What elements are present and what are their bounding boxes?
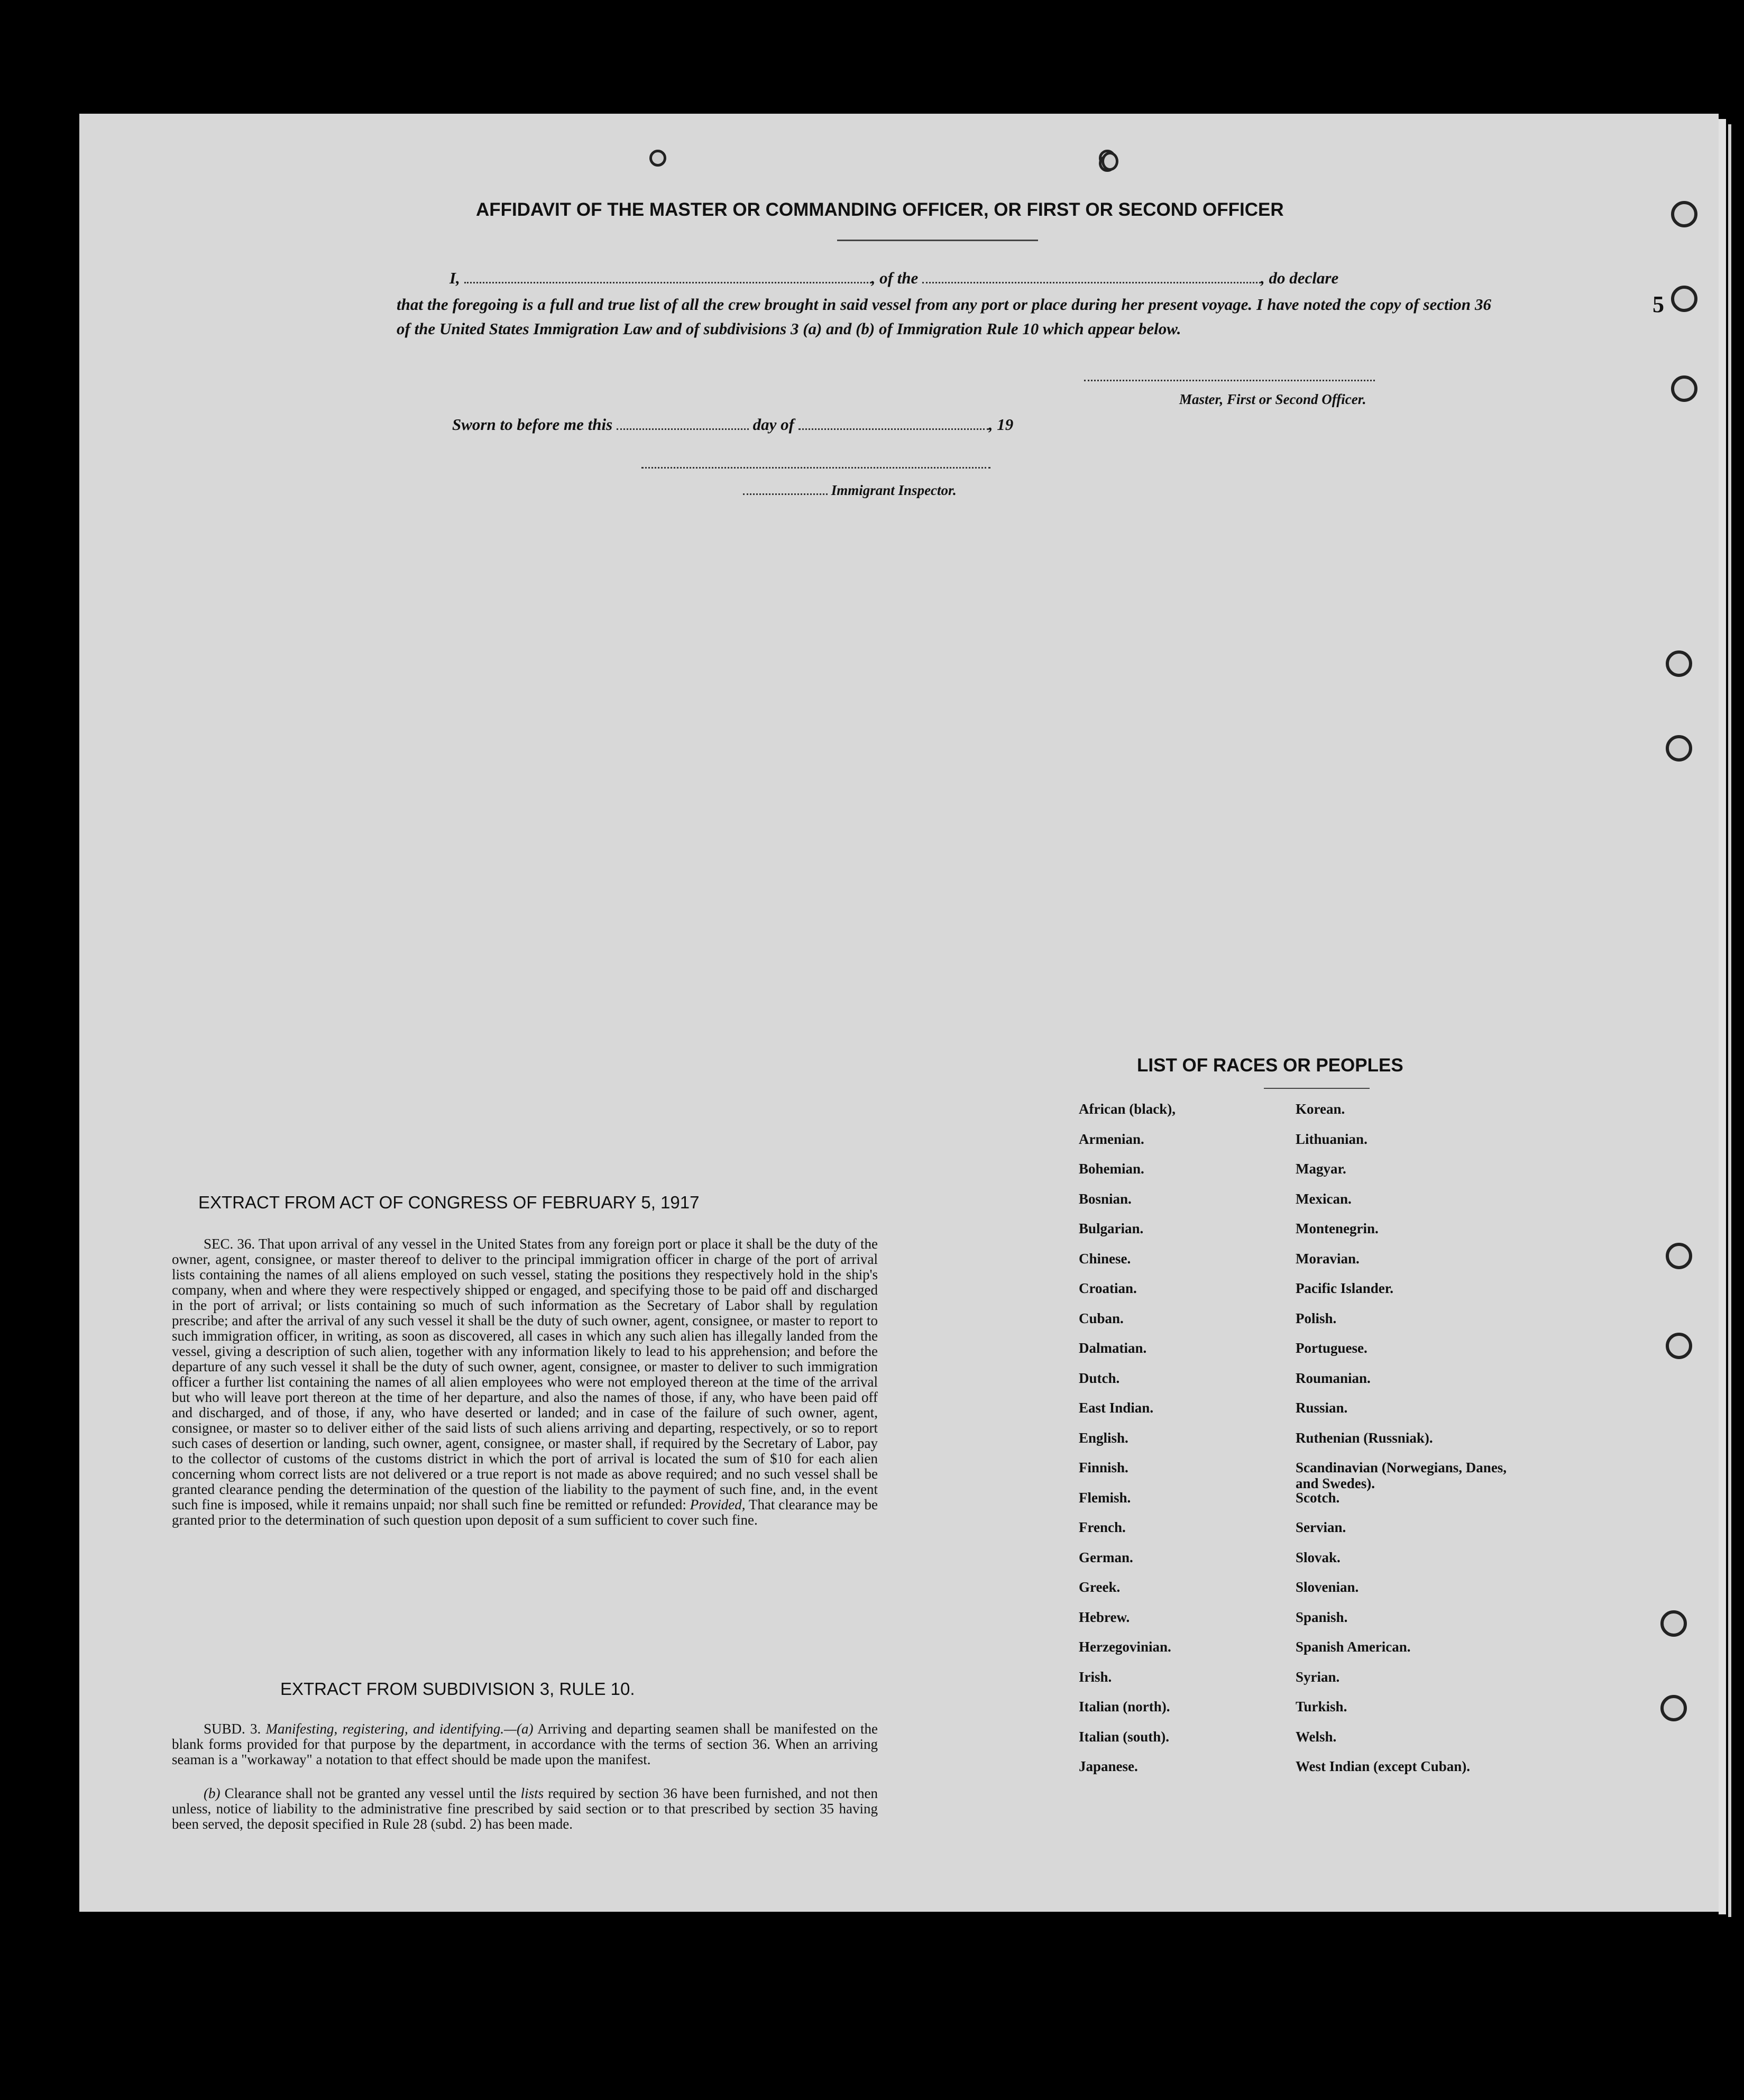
race-item: Dutch. (1079, 1370, 1120, 1386)
sworn-label: Sworn to before me this (452, 415, 613, 434)
document-page (79, 114, 1719, 1912)
b-text-1: Clearance shall not be granted any vessel until the (224, 1785, 517, 1801)
race-item: West Indian (except Cuban). (1296, 1758, 1471, 1774)
section-label: SEC. 36. (204, 1236, 255, 1252)
master-signature-label: Master, First or Second Officer. (1179, 391, 1366, 407)
affidavit-body: that the foregoing is a full and true list of all the crew brought in said vessel from any port or place during her present voyage. I have noted the copy of section 36 of the United States Immigration Law and of subdivisions 3 (a) and (b) of Immigration Rule 10 which appear below. (397, 295, 1491, 338)
binder-hole (1666, 1333, 1692, 1359)
race-item: Spanish. (1296, 1609, 1348, 1625)
races-divider (1264, 1088, 1370, 1089)
race-item: German. (1079, 1549, 1133, 1565)
race-item: Moravian. (1296, 1250, 1360, 1267)
b-lists: lists (520, 1785, 544, 1801)
sworn-month-blank (798, 428, 989, 430)
race-item: Polish. (1296, 1310, 1337, 1326)
master-signature-blank (1084, 380, 1375, 381)
race-item: French. (1079, 1519, 1126, 1535)
race-item: Finnish. (1079, 1460, 1128, 1475)
binder-hole (1666, 1243, 1692, 1269)
inspector-blank (743, 493, 828, 495)
race-item: English. (1079, 1429, 1128, 1446)
race-item: Croatian. (1079, 1280, 1137, 1296)
race-item: Hebrew. (1079, 1609, 1130, 1625)
binder-hole (1660, 1610, 1687, 1637)
do-declare-label: , do declare (1261, 269, 1339, 287)
race-item: Bosnian. (1079, 1190, 1132, 1207)
race-item: Greek. (1079, 1579, 1121, 1595)
rule-extract-b (172, 1786, 878, 1832)
race-item: Scotch. (1296, 1489, 1340, 1506)
inspector-label-text: Immigrant Inspector. (831, 482, 957, 498)
race-item: Armenian. (1079, 1131, 1144, 1147)
page-edge (1728, 124, 1731, 1917)
race-item: Slovak. (1296, 1549, 1341, 1565)
race-item: Montenegrin. (1296, 1221, 1379, 1236)
race-item: Pacific Islander. (1296, 1280, 1393, 1296)
race-item: Turkish. (1296, 1699, 1347, 1714)
race-item: Korean. (1296, 1101, 1345, 1117)
section-text-end: That clearance may be granted prior to the determination of such question upon deposit of a sum sufficient to cover such fine. (172, 1497, 878, 1528)
binder-hole (1671, 375, 1697, 402)
of-the-label: , of the (871, 269, 919, 287)
race-item: Welsh. (1296, 1728, 1337, 1745)
race-item: Cuban. (1079, 1310, 1124, 1326)
race-item: Syrian. (1296, 1668, 1340, 1685)
binder-hole (1102, 152, 1118, 171)
vessel-blank (922, 282, 1261, 283)
race-item: Ruthenian (Russniak). (1296, 1429, 1433, 1446)
race-item: Spanish American. (1296, 1639, 1411, 1655)
race-item: Scandinavian (Norwegians, Danes, and Swedes). (1296, 1460, 1507, 1491)
race-item: Italian (south). (1079, 1728, 1170, 1745)
a-label: (a) (516, 1721, 534, 1737)
year-label: , 19 (988, 415, 1014, 434)
race-item: Lithuanian. (1296, 1131, 1367, 1147)
name-blank (464, 282, 871, 283)
inspector-signature-blank (641, 467, 990, 469)
day-of-label: day of (752, 415, 794, 434)
race-item: Flemish. (1079, 1489, 1131, 1506)
race-item: Servian. (1296, 1519, 1346, 1535)
page-edge (1719, 119, 1726, 1914)
binder-hole (1671, 201, 1697, 227)
inspector-label (743, 482, 957, 499)
binder-hole (1666, 735, 1692, 762)
rule-extract-title: EXTRACT FROM SUBDIVISION 3, RULE 10. (280, 1679, 635, 1699)
section-text: That upon arrival of any vessel in the United States from any foreign port or place it shall be the duty of the owner, agent, consignee, or master thereof to deliver to the principal immigration officer in charge of the port of arrival lists containing the names of all aliens employed on such vessel, stating the positions they respectively hold in the ship's company, when and where they were respectively shipped or engaged, and specifying those to be paid off and discharged in the port of arrival; or lists containing so much of such information as the Secretary of Labor shall by regulation prescribe; and after the arrival of any such vessel it shall be the duty of such owner, agent, consignee, or master to report to such immigration officer, in writing, as soon as discovered, all cases in which any such alien has illegally landed from the vessel, giving a description of such alien, together with any information likely to lead to his apprehension; and before the departure of any such vessel it shall be the duty of such owner, agent, consignee, or master to deliver to such immigration officer a further list containing the names of all alien employees who were not employed thereon at the time of the arrival but who will leave port thereon at the time of her departure, and also the names of those, if any, who have been paid off and discharged, and of those, if any, who have deserted or landed; and in case of the failure of such owner, agent, consignee, or master so to deliver either of the said lists of such aliens arriving and departing, respectively, or so to report such cases of desertion or landing, such owner, agent, consignee, or master shall, if required by the Secretary of Labor, pay to the collector of customs of the customs district in which the port of arrival is located the sum of $10 for each alien concerning whom correct lists are not delivered or a true report is not made as above required; and no such vessel shall be granted clearance pending the determination of the question of the liability to the payment of such fine, and, in the event such fine is imposed, while it remains unpaid; nor shall such fine be remitted or refunded: (172, 1236, 878, 1512)
races-title: LIST OF RACES OR PEOPLES (1137, 1055, 1403, 1076)
sworn-line (452, 415, 1013, 434)
provided-label: Provided, (690, 1497, 746, 1512)
race-item: Roumanian. (1296, 1370, 1371, 1386)
race-item: Bohemian. (1079, 1161, 1144, 1177)
race-item: Herzegovinian. (1079, 1639, 1171, 1655)
binder-hole (1666, 650, 1692, 677)
race-item: Japanese. (1079, 1758, 1138, 1774)
binder-hole (649, 150, 666, 167)
subd-label: SUBD. 3. (204, 1721, 261, 1737)
race-item: Dalmatian. (1079, 1340, 1147, 1356)
race-item: Portuguese. (1296, 1340, 1367, 1356)
race-item: Irish. (1079, 1668, 1112, 1685)
race-item: Slovenian. (1296, 1579, 1359, 1595)
race-item: Italian (north). (1079, 1699, 1170, 1714)
affidavit-divider (837, 240, 1038, 241)
affidavit-declaration-line (449, 269, 1338, 288)
act-extract-title: EXTRACT FROM ACT OF CONGRESS OF FEBRUARY 5, 1917 (198, 1193, 700, 1212)
races-left-column (1079, 1101, 1176, 1789)
affidavit-title: AFFIDAVIT OF THE MASTER OR COMMANDING OFFICER, OR FIRST OR SECOND OFFICER (476, 199, 1284, 220)
subd-heading: Manifesting, registering, and identifying.— (265, 1721, 517, 1737)
race-item: Mexican. (1296, 1190, 1352, 1207)
binder-hole (1660, 1695, 1687, 1721)
a-text: Arriving and departing seamen shall be manifested on the blank forms provided for that purpose by the department, in accordance with the terms of section 36. When an arriving seaman is a "workaway" a notation to that effect should be made upon the manifest. (172, 1721, 878, 1767)
b-text-2: required by section 36 have been furnished, and not then unless, notice of liability to the administrative fine prescribed by said section or to that prescribed by section 35 having been served, the deposit specified in Rule 28 (subd. 2) has been made. (172, 1785, 878, 1832)
rule-extract-a (172, 1721, 878, 1767)
margin-mark: 5 (1653, 291, 1664, 317)
race-item: Magyar. (1296, 1161, 1346, 1177)
race-item: East Indian. (1079, 1400, 1154, 1416)
race-item: Bulgarian. (1079, 1221, 1144, 1236)
binder-hole (1671, 286, 1697, 312)
race-item: African (black), (1079, 1101, 1176, 1117)
sworn-day-blank (617, 428, 749, 430)
act-extract-text (172, 1236, 878, 1528)
races-right-column (1296, 1101, 1507, 1789)
b-label: (b) (204, 1785, 221, 1801)
i-label: I, (449, 269, 460, 287)
race-item: Russian. (1296, 1400, 1348, 1416)
race-item: Chinese. (1079, 1250, 1131, 1267)
